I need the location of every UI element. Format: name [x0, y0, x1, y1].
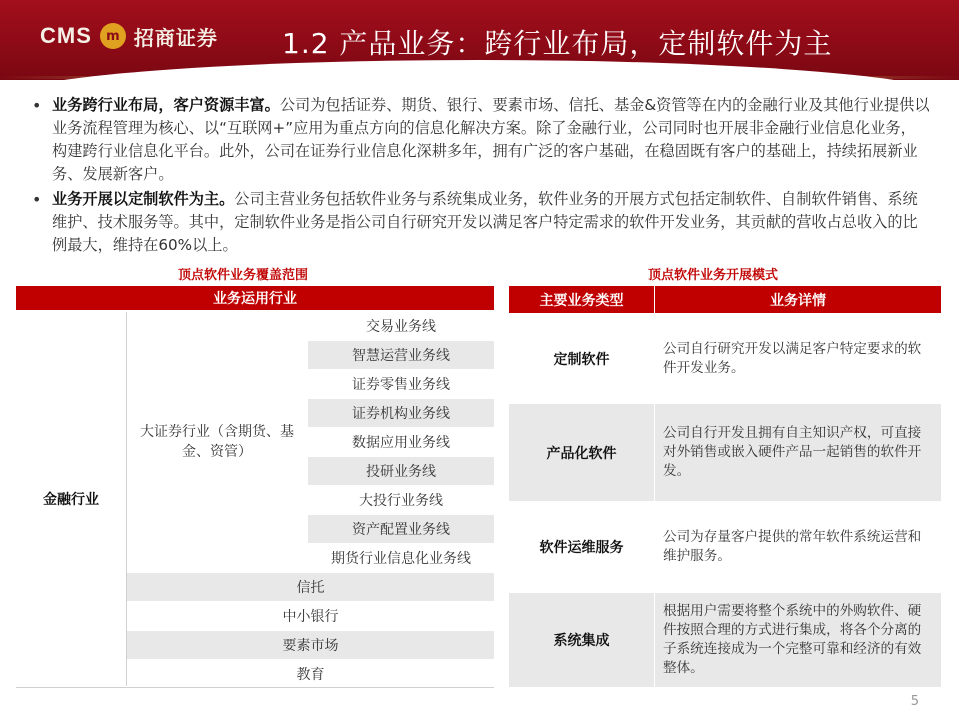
business-line-cell: 大投行业务线 — [308, 486, 494, 514]
business-line-cell: 交易业务线 — [308, 312, 494, 340]
logo-cn-text: 招商证券 — [133, 25, 218, 50]
detail-column-header: 业务详情 — [655, 286, 941, 313]
business-detail-cell: 公司自行开发且拥有自主知识产权，可直接对外销售或嵌入硬件产品一起销售的软件开发。 — [655, 404, 941, 501]
business-line-cell: 证券零售业务线 — [308, 370, 494, 398]
business-line-cell: 投研业务线 — [308, 457, 494, 485]
coverage-table-header: 业务运用行业 — [16, 286, 494, 310]
bullet-heading: 业务开展以定制软件为主。 — [52, 190, 235, 208]
business-line-cell: 数据应用业务线 — [308, 428, 494, 456]
business-type-cell: 产品化软件 — [509, 404, 654, 501]
divider — [16, 687, 494, 688]
business-line-cell: 期货行业信息化业务线 — [308, 544, 494, 572]
industry-cell: 中小银行 — [127, 602, 494, 630]
bullet-dot-icon: • — [32, 190, 42, 209]
industry-cell: 教育 — [127, 660, 494, 688]
business-detail-cell: 根据用户需要将整个系统中的外购软件、硬件按照合理的方式进行集成，将各个分离的子系统连接成为一个完整可靠和经济的有效整体。 — [655, 593, 941, 687]
business-detail-cell: 公司自行研究开发以满足客户特定要求的软件开发业务。 — [655, 315, 941, 402]
business-line-cell: 智慧运营业务线 — [308, 341, 494, 369]
business-type-cell: 系统集成 — [509, 593, 654, 687]
logo-mark-icon: m — [100, 23, 126, 49]
business-type-cell: 软件运维服务 — [509, 503, 654, 591]
industry-cell: 要素市场 — [127, 631, 494, 659]
business-type-cell: 定制软件 — [509, 315, 654, 402]
company-logo — [40, 18, 218, 54]
bullet-item — [30, 188, 930, 257]
bullet-dot-icon: • — [32, 96, 42, 115]
bullet-list — [30, 94, 930, 259]
page-number: 5 — [910, 694, 919, 709]
logo-text: CMS — [40, 23, 92, 48]
bullet-text: 公司主营业务包括软件业务与系统集成业务，软件业务的开展方式包括定制软件、自制软件销售、系统维护、技术服务等。其中，定制软件业务是指公司自行研究开发以满足客户特定需求的软件开发业务，其贡献的营收占总收入的比例最大，维持在60%以上。 — [52, 190, 918, 254]
bullet-text: 公司为包括证券、期货、银行、要素市场、信托、基金&资管等在内的金融行业及其他行业提供以业务流程管理为核心、以“互联网+”应用为重点方向的信息化解决方案。除了金融行业，公司同时也开展非金融行业信息化业务，构建跨行业信息化平台。此外，公司在证券行业信息化深耕多年，拥有广泛的客户基础，在稳固既有客户的基础上，持续拓展新业务、发展新客户。 — [52, 96, 930, 183]
sector-cell: 金融行业 — [16, 312, 126, 686]
bullet-item — [30, 94, 930, 186]
right-table-caption: 顶点软件业务开展模式 — [648, 268, 779, 283]
business-line-cell: 证券机构业务线 — [308, 399, 494, 427]
business-detail-cell: 公司为存量客户提供的常年软件系统运营和维护服务。 — [655, 503, 941, 591]
left-table-caption: 顶点软件业务覆盖范围 — [178, 268, 309, 283]
business-line-cell: 资产配置业务线 — [308, 515, 494, 543]
sub-sector-cell: 大证券行业（含期货、基金、资管） — [127, 312, 307, 572]
bullet-heading: 业务跨行业布局，客户资源丰富。 — [52, 96, 280, 114]
industry-cell: 信托 — [127, 573, 494, 601]
type-column-header: 主要业务类型 — [509, 286, 654, 313]
page-title: 1.2 产品业务：跨行业布局，定制软件为主 — [282, 27, 833, 60]
